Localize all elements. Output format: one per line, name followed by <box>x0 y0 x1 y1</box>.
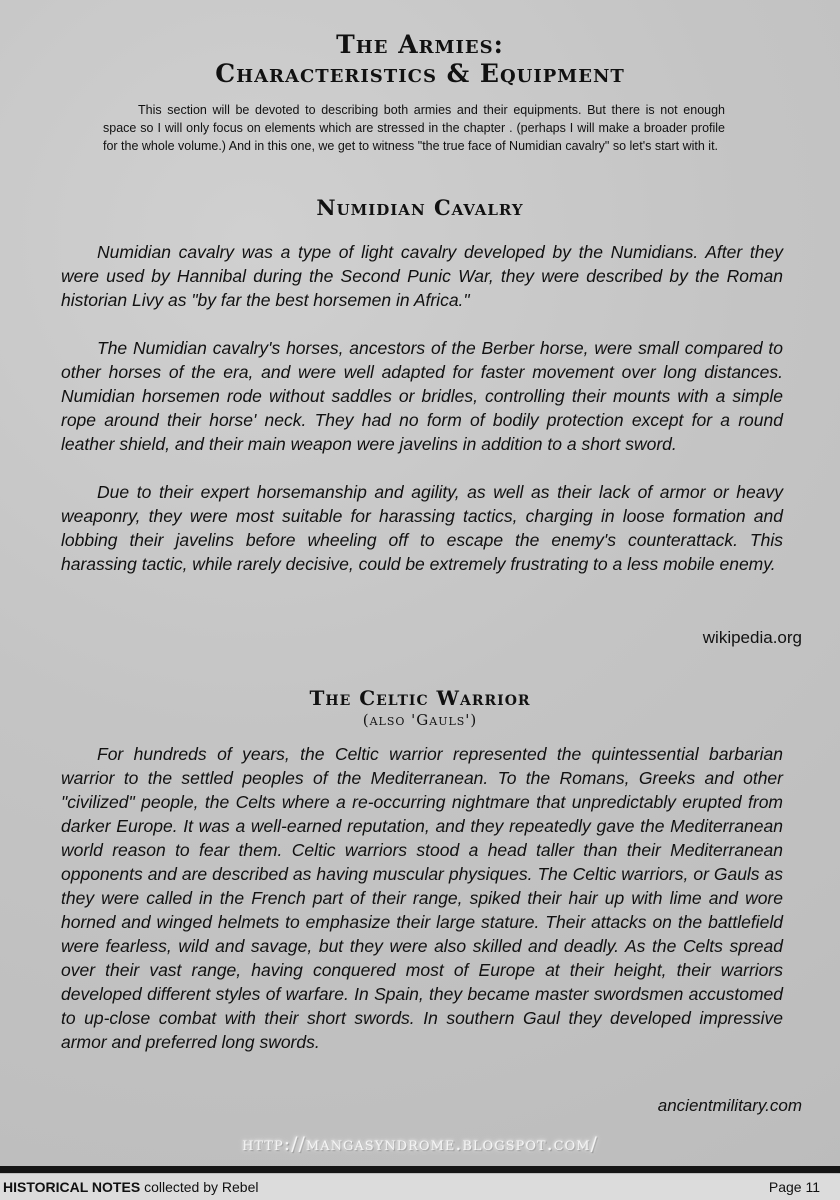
numidian-body <box>61 240 783 576</box>
page-footer <box>0 1174 840 1200</box>
blog-url-watermark: http://mangasyndrome.blogspot.com/ <box>242 1133 598 1155</box>
page-number: Page 11 <box>768 1179 820 1195</box>
celtic-paragraph: For hundreds of years, the Celtic warrior represented the quintessential barbarian warrior to the settled peoples of the Mediterranean. To the Romans, Greeks and other "civilized" people, the Celts where a re-occurring nightmare that unpredictably erupted from darker Europe. It was a well-earned reputation, and they repeatedly gave the Mediterranean world reason to fear them. Celtic warriors stood a head taller than their Mediterranean opponents and are described as having muscular physiques. The Celtic warriors, or Gauls as they were called in the French part of their range, spiked their hair up with lime and wore horned and winged helmets to emphasize their large stature. Their attacks on the battlefield were fearless, wild and savage, but they were also skilled and deadly. As the Celts spread over their vast range, having conquered most of Europe at their height, their warriors developed different styles of warfare. In Spain, they became master swordsmen accustomed to up-close combat with their short swords. In southern Gaul they developed impressive armor and preferred long swords. <box>61 744 783 1052</box>
footer-credit-bold: HISTORICAL NOTES <box>3 1179 141 1195</box>
celtic-subheading: (also 'Gauls') <box>362 711 478 729</box>
page-title-line1: The Armies: <box>336 30 504 59</box>
numidian-paragraph: The Numidian cavalry's horses, ancestors of the Berber horse, were small compared to other horses of the era, and were well adapted for faster movement over long distances. Numidian horsemen rode without saddles or bridles, controlling their mounts with a simple rope around their horse' neck. They had no form of bodily protection except for a round leather shield, and their main weapon were javelins in addition to a short sword. <box>61 338 783 454</box>
numidian-heading: Numidian Cavalry <box>316 195 524 220</box>
numidian-paragraph: Numidian cavalry was a type of light cavalry developed by the Numidians. After they were used by Hannibal during the Second Punic War, they were described by the Roman historian Livy as "by far the best horsemen in Africa." <box>61 242 783 310</box>
numidian-source: wikipedia.org <box>702 628 802 647</box>
footer-divider <box>0 1166 840 1173</box>
page-title <box>0 30 840 88</box>
celtic-heading: The Celtic Warrior <box>309 686 531 710</box>
celtic-source: ancientmilitary.com <box>657 1096 802 1115</box>
page-title-line2: Characteristics & Equipment <box>215 59 625 88</box>
numidian-paragraph: Due to their expert horsemanship and agility, as well as their lack of armor or heavy weaponry, they were most suitable for harassing tactics, charging in loose formation and lobbing their javelins before wheeling off to escape the enemy's counterattack. This harassing tactic, while rarely decisive, could be extremely frustrating to a less mobile enemy. <box>61 482 783 574</box>
celtic-body <box>61 742 783 1054</box>
intro-paragraph: This section will be devoted to describing both armies and their equipments. But there is not enough space so I will only focus on elements which are stressed in the chapter . (perhaps I will make a broader profile for the whole volume.) And in this one, we get to witness "the true face of Numidian cavalry" so let's start with it. <box>103 103 725 153</box>
footer-credit <box>3 1179 258 1195</box>
footer-credit-rest: collected by Rebel <box>144 1179 259 1195</box>
